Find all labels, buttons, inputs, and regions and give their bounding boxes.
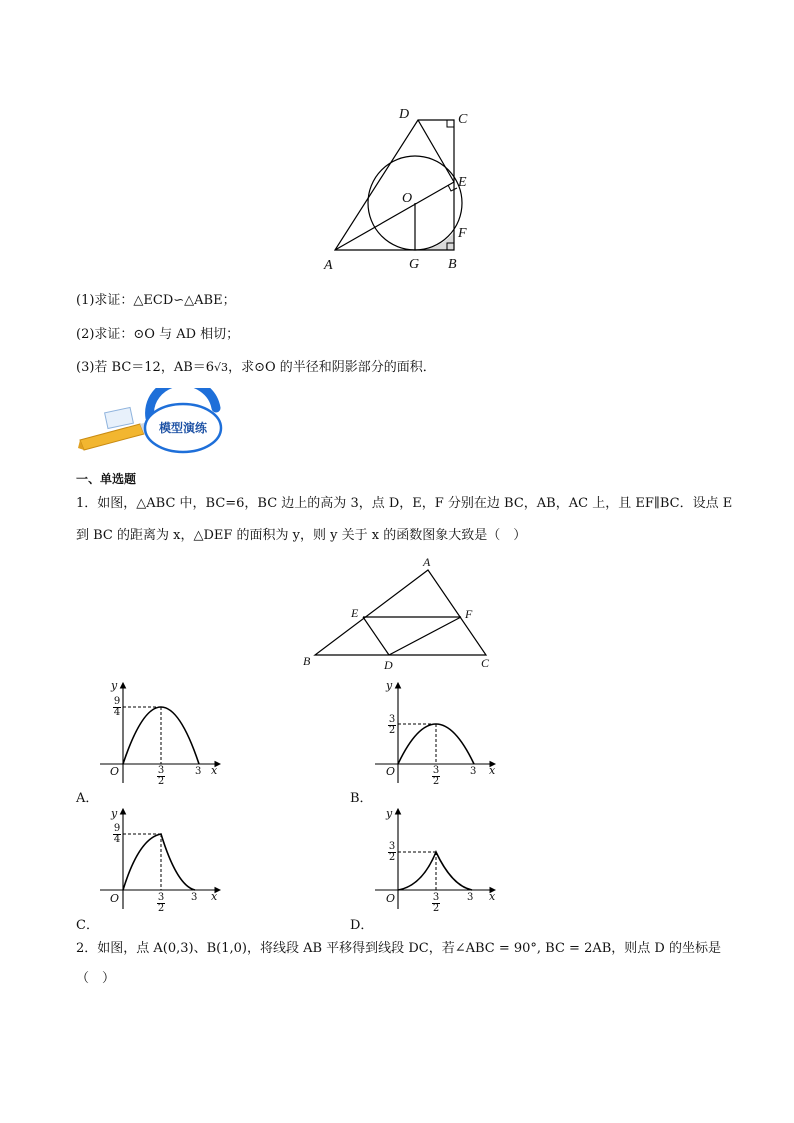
option-b-label: B． [350,791,373,806]
option-c-xlabel: x [211,890,218,903]
option-c-xend: 3 [191,892,198,903]
option-b-xtick: 3 2 [432,765,440,787]
tri-label-f: F [465,607,473,621]
point-label-a: A [324,258,333,273]
option-b-ylabel: y [386,679,393,692]
segment-ae [335,182,454,250]
option-d-xlabel: x [489,890,496,903]
geometry-figure-circle [320,105,480,275]
option-d-origin: O [386,892,396,905]
segment-de [418,120,454,182]
point-label-f: F [458,226,467,241]
option-b-xend: 3 [470,766,477,777]
option-d-xend: 3 [467,892,474,903]
option-c-curve [123,834,195,890]
tri-label-c: C [481,656,490,670]
option-b-origin: O [386,765,396,778]
trapezoid-abcd [335,120,454,250]
option-a-ylabel: y [111,679,118,692]
point-label-e: E [458,175,467,190]
problem-part-3 [76,359,436,377]
badge-label: 模型演练 [158,421,208,435]
problem-part-1: (1)求证：△ECD∽△ABE； [76,293,236,308]
option-d-curve [398,852,472,890]
question2-line1: 2．如图，点 A(0,3)、B(1,0)，将线段 AB 平移得到线段 DC，若∠ABC = 90°, BC = 2AB，则点 D 的坐标是 [76,941,721,956]
pencil-icon [78,407,150,450]
point-label-b: B [448,257,457,272]
segment-ed [363,617,389,655]
option-d-xtick: 3 2 [432,892,440,914]
segment-fd [389,617,461,655]
option-a-curve [123,707,199,764]
model-practice-badge [78,388,228,458]
option-c-xtick: 3 2 [157,892,165,914]
option-a-origin: O [110,765,120,778]
option-d-label: D． [350,918,374,933]
tri-label-e: E [351,606,359,620]
right-angle-c [447,120,454,127]
point-label-o: O [402,191,413,206]
triangle-abc [315,570,486,655]
shaded-region [415,232,454,250]
question2-line2: （ ） [76,971,116,986]
right-angle-e [448,185,457,191]
point-label-c: C [458,112,468,127]
option-c-origin: O [110,892,120,905]
option-a-xend: 3 [195,766,202,777]
tri-label-a: A [423,555,431,569]
point-label-d: D [399,107,410,122]
section-title: 一、单选题 [76,472,137,486]
problem-part-3-prefix: (3)若 BC＝12，AB＝6 [76,360,215,375]
tri-label-b: B [303,654,311,668]
option-d-ylabel: y [386,807,393,820]
sqrt-three: √3 [214,361,229,374]
option-c-label: C． [76,918,99,933]
option-a-label: A． [76,791,99,806]
tri-label-d: D [384,658,393,672]
option-a-ytick: 9 4 [113,696,121,718]
option-a-xtick: 3 2 [157,765,165,787]
option-b-xlabel: x [489,764,496,777]
problem-part-2: (2)求证：⊙O 与 AD 相切； [76,327,240,342]
problem-part-3-suffix: ，求⊙O 的半径和阴影部分的面积． [228,360,436,375]
question1-line1: 1．如图，△ABC 中，BC=6，BC 边上的高为 3，点 D，E，F 分别在边 BC，AB，AC 上，且 EF∥BC．设点 E [76,496,733,511]
option-d-ytick: 3 2 [388,841,396,863]
point-label-g: G [409,257,420,272]
option-c-ytick: 9 4 [113,823,121,845]
option-c-ylabel: y [111,807,118,820]
question1-line2: 到 BC 的距离为 x，△DEF 的面积为 y，则 y 关于 x 的函数图象大致是（ ） [76,528,527,543]
option-b-ytick: 3 2 [388,714,396,736]
option-a-xlabel: x [211,764,218,777]
